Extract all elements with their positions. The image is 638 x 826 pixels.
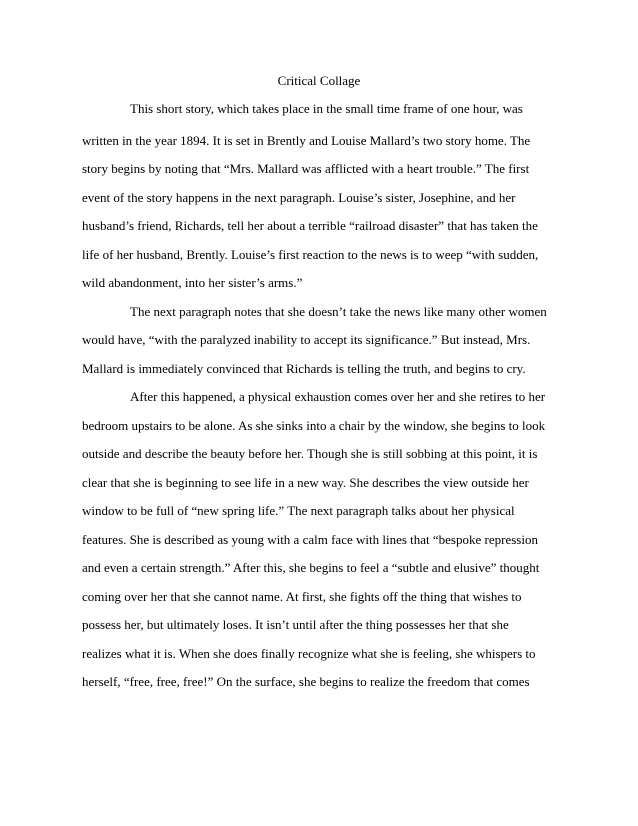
text-line: This short story, which takes place in the small time frame of one hour, was <box>130 101 523 116</box>
document-title: Critical Collage <box>277 73 361 88</box>
text-line: The next paragraph notes that she doesn’t take the news like many other women <box>130 304 547 319</box>
text-line: clear that she is beginning to see life in a new way. She describes the view outside her <box>82 475 529 490</box>
text-line: life of her husband, Brently. Louise’s first reaction to the news is to weep “with sudden, <box>82 247 539 262</box>
text-line: realizes what it is. When she does finally recognize what she is feeling, she whispers to <box>82 646 536 661</box>
text-line: herself, “free, free, free!” On the surface, she begins to realize the freedom that comes <box>82 674 530 689</box>
text-line: coming over her that she cannot name. At first, she fights off the thing that wishes to <box>82 589 522 604</box>
text-line: features. She is described as young with a calm face with lines that “bespoke repression <box>82 532 538 547</box>
text-line: written in the year 1894. It is set in Brently and Louise Mallard’s two story home. The <box>82 133 531 148</box>
text-line: would have, “with the paralyzed inability to accept its significance.” But instead, Mrs. <box>82 332 531 347</box>
text-line: and even a certain strength.” After this, she begins to feel a “subtle and elusive” thought <box>82 560 540 575</box>
text-line: window to be full of “new spring life.” The next paragraph talks about her physical <box>82 503 515 518</box>
text-line: possess her, but ultimately loses. It isn’t until after the thing possesses her that she <box>82 617 509 632</box>
text-line: story begins by noting that “Mrs. Mallard was afflicted with a heart trouble.” The first <box>82 161 530 176</box>
text-line: Mallard is immediately convinced that Richards is telling the truth, and begins to cry. <box>82 361 526 376</box>
text-line: husband’s friend, Richards, tell her about a terrible “railroad disaster” that has taken the <box>82 218 538 233</box>
text-line: After this happened, a physical exhaustion comes over her and she retires to her <box>130 389 546 404</box>
text-line: bedroom upstairs to be alone. As she sinks into a chair by the window, she begins to look <box>82 418 546 433</box>
text-line: wild abandonment, into her sister’s arms.” <box>82 275 303 290</box>
text-line: outside and describe the beauty before her. Though she is still sobbing at this point, it is <box>82 446 538 461</box>
text-line: event of the story happens in the next paragraph. Louise’s sister, Josephine, and her <box>82 190 516 205</box>
